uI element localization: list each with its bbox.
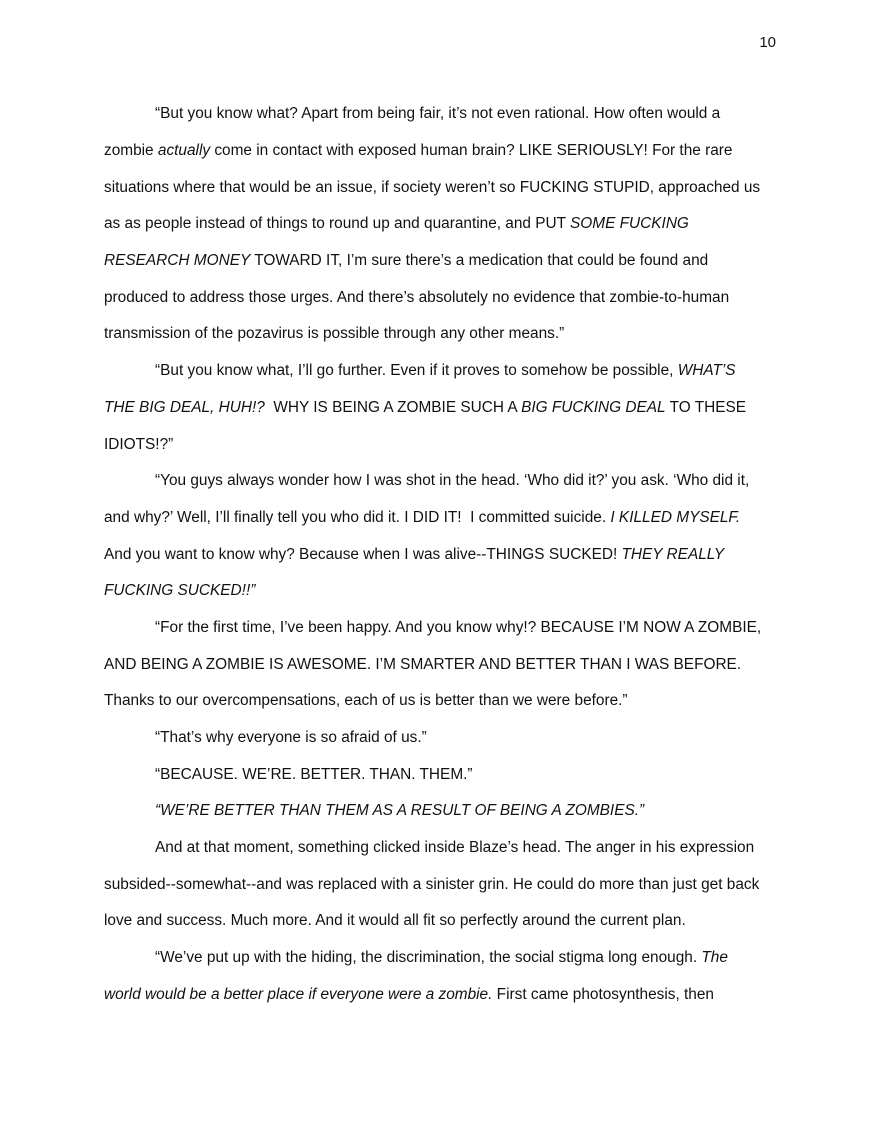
text-run: WHY IS BEING A ZOMBIE SUCH A [264, 399, 522, 416]
text-line [104, 324, 564, 344]
italic-run: world would be a better place if everyone were a zombie. [104, 986, 493, 1003]
text-run: subsided--somewhat--and was replaced with a sinister grin. He could do more than just get back [104, 876, 760, 893]
text-run: “That’s why everyone is so afraid of us.” [155, 729, 427, 746]
text-line [104, 288, 729, 308]
text-line [104, 508, 740, 528]
text-run: “We’ve put up with the hiding, the discrimination, the social stigma long enough. [155, 949, 702, 966]
text-run: as as people instead of things to round up and quarantine, and PUT [104, 215, 571, 232]
text-line [104, 911, 686, 931]
text-line [104, 435, 173, 455]
italic-run: “WE’RE BETTER THAN THEM AS A RESULT OF BEING A ZOMBIES.” [155, 802, 645, 819]
text-run: Thanks to our overcompensations, each of us is better than we were before.” [104, 692, 628, 709]
text-run: come in contact with exposed human brain? LIKE SERIOUSLY! For the rare [210, 142, 733, 159]
text-run: “BECAUSE. WE’RE. BETTER. THAN. THEM.” [155, 766, 473, 783]
text-line [104, 985, 714, 1005]
text-line [155, 471, 749, 491]
text-line [155, 948, 728, 968]
text-line [155, 801, 644, 821]
text-line [104, 178, 760, 198]
italic-run: RESEARCH MONEY [104, 252, 251, 269]
text-run: transmission of the pozavirus is possible through any other means.” [104, 325, 565, 342]
text-run: AND BEING A ZOMBIE IS AWESOME. I’M SMARTER AND BETTER THAN I WAS BEFORE. [104, 656, 742, 673]
text-run: TO THESE [665, 399, 747, 416]
text-line [155, 838, 754, 858]
italic-run: THEY REALLY [621, 546, 725, 563]
text-run: “But you know what, I’ll go further. Even if it proves to somehow be possible, [155, 362, 678, 379]
text-run: situations where that would be an issue, if society weren’t so FUCKING STUPID, approached us [104, 179, 761, 196]
text-run: TOWARD IT, I’m sure there’s a medication that could be found and [250, 252, 709, 269]
text-run: “For the first time, I’ve been happy. And you know why!? BECAUSE I’M NOW A ZOMBIE, [155, 619, 762, 636]
text-run: First came photosynthesis, then [492, 986, 714, 1003]
text-line [155, 765, 473, 785]
text-run: “You guys always wonder how I was shot in the head. ‘Who did it?’ you ask. ‘Who did it, [155, 472, 750, 489]
text-line [104, 398, 746, 418]
italic-run: FUCKING SUCKED!!” [104, 582, 256, 599]
text-line [104, 875, 759, 895]
text-run: produced to address those urges. And there’s absolutely no evidence that zombie-to-human [104, 289, 730, 306]
text-line [104, 655, 741, 675]
text-run: IDIOTS!?” [104, 436, 174, 453]
text-line [104, 141, 732, 161]
italic-run: The [701, 949, 728, 966]
text-line [155, 618, 761, 638]
text-line [104, 581, 255, 601]
text-run: zombie [104, 142, 158, 159]
text-line [155, 361, 736, 381]
italic-run: THE BIG DEAL, HUH!? [104, 399, 265, 416]
text-line [155, 728, 427, 748]
text-line [104, 214, 689, 234]
text-line [104, 545, 724, 565]
italic-run: actually [157, 142, 211, 159]
text-run: And you want to know why? Because when I was alive--THINGS SUCKED! [104, 546, 622, 563]
text-run: love and success. Much more. And it would all fit so perfectly around the current plan. [104, 912, 686, 929]
text-line [155, 104, 720, 124]
italic-run: I KILLED MYSELF. [610, 509, 741, 526]
text-run: “But you know what? Apart from being fair, it’s not even rational. How often would a [155, 105, 721, 122]
page-number: 10 [759, 34, 776, 51]
text-run: And at that moment, something clicked inside Blaze’s head. The anger in his expression [155, 839, 755, 856]
text-line [104, 251, 708, 271]
text-line [104, 691, 628, 711]
italic-run: SOME FUCKING [570, 215, 689, 232]
italic-run: BIG FUCKING DEAL [521, 399, 666, 416]
text-run: and why?’ Well, I’ll finally tell you who did it. I DID IT! I committed suicide. [104, 509, 611, 526]
italic-run: WHAT’S [677, 362, 736, 379]
